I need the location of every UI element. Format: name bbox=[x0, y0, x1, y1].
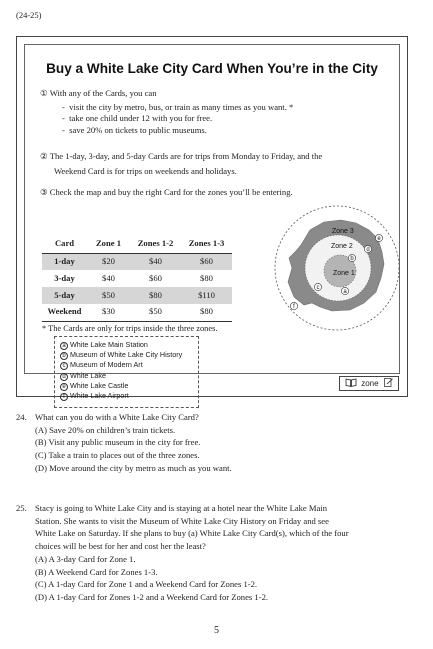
zone-map bbox=[272, 203, 402, 333]
table-row bbox=[42, 304, 232, 321]
row-card-name: Weekend bbox=[42, 304, 87, 321]
header-zones-1-2: Zones 1-2 bbox=[130, 236, 181, 253]
header-zone-1: Zone 1 bbox=[87, 236, 130, 253]
question-stem-line: White Lake on Saturday. If she plans to buy (a) White Lake City Card(s), which of the four bbox=[35, 528, 349, 539]
pencil-icon bbox=[384, 378, 393, 391]
zone-badge bbox=[339, 376, 399, 391]
legend-marker: f bbox=[60, 393, 68, 401]
zone-2-label: Zone 2 bbox=[331, 243, 353, 250]
book-icon bbox=[345, 378, 357, 391]
header-zones-1-3: Zones 1-3 bbox=[181, 236, 232, 253]
legend-label: Museum of Modern Art bbox=[70, 360, 143, 370]
benefit-text: save 20% on tickets to public museums. bbox=[69, 124, 207, 135]
marker-a-label: a bbox=[343, 289, 347, 295]
ad-title: Buy a White Lake City Card When You’re in the City bbox=[46, 61, 378, 76]
zone-1-label: Zone 1 bbox=[333, 270, 355, 277]
point-1-number: ① bbox=[40, 88, 48, 98]
option-c[interactable]: (C) Take a train to places out of the three zones. bbox=[35, 450, 200, 461]
option-b[interactable]: (B) A Weekend Card for Zones 1-3. bbox=[35, 566, 158, 577]
legend-item bbox=[60, 350, 193, 360]
legend-label: Museum of White Lake City History bbox=[70, 350, 183, 360]
price-cell: $60 bbox=[181, 253, 232, 270]
question-stem-line: Station. She wants to visit the Museum of White Lake City History on Friday and see bbox=[35, 515, 329, 526]
marker-f-label: f bbox=[293, 304, 295, 310]
zone-badge-label: zone bbox=[361, 379, 379, 388]
point-3-number: ③ bbox=[40, 187, 48, 197]
marker-c-label: c bbox=[316, 285, 320, 291]
benefit-text: take one child under 12 with you for free. bbox=[69, 113, 213, 124]
option-a[interactable]: (A) A 3-day Card for Zone 1. bbox=[35, 553, 136, 564]
marker-d-label: d bbox=[366, 247, 370, 253]
ad-point-3 bbox=[40, 187, 392, 199]
row-card-name: 3-day bbox=[54, 272, 75, 283]
ad-point-1 bbox=[40, 88, 392, 136]
legend-label: White Lake Castle bbox=[70, 380, 129, 390]
question-stem: What can you do with a White Lake City Card? bbox=[35, 412, 199, 422]
price-cell: $40 bbox=[130, 253, 181, 270]
question-24 bbox=[16, 411, 416, 475]
legend-item bbox=[60, 360, 193, 370]
benefit-item: - save 20% on tickets to public museums. bbox=[62, 124, 207, 135]
price-cell: $40 bbox=[102, 272, 115, 283]
legend-item bbox=[60, 391, 193, 401]
question-25 bbox=[16, 502, 416, 604]
price-cell: $80 bbox=[181, 304, 232, 321]
price-cell: $50 bbox=[87, 287, 130, 304]
benefit-text: visit the city by metro, bus, or train as many times as you want. * bbox=[69, 101, 294, 112]
benefit-item: - visit the city by metro, bus, or train as many times as you want. * bbox=[62, 101, 294, 112]
legend-label: White Lake bbox=[70, 370, 106, 380]
benefits-list bbox=[40, 102, 392, 137]
table-row bbox=[42, 270, 232, 287]
page-number: 5 bbox=[214, 625, 219, 636]
price-cell: $80 bbox=[130, 287, 181, 304]
option-d[interactable]: (D) Move around the city by metro as much as you want. bbox=[35, 462, 232, 473]
point-2-number: ② bbox=[40, 151, 48, 161]
question-number: 24. bbox=[16, 412, 27, 422]
legend-marker: c bbox=[60, 362, 68, 370]
legend-marker: b bbox=[60, 352, 68, 360]
ad-point-2 bbox=[40, 151, 392, 177]
legend-item bbox=[60, 340, 193, 350]
price-table-header bbox=[42, 236, 232, 253]
price-cell: $80 bbox=[200, 272, 213, 283]
cards-note: * The Cards are only for trips inside the three zones. bbox=[42, 324, 218, 333]
advertisement-panel bbox=[16, 36, 408, 401]
price-cell: $50 bbox=[130, 304, 181, 321]
marker-b-label: b bbox=[350, 256, 354, 262]
price-table bbox=[42, 236, 232, 322]
option-b[interactable]: (B) Visit any public museum in the city for free. bbox=[35, 437, 201, 448]
option-c[interactable]: (C) A 1-day Card for Zone 1 and a Weekend Card for Zones 1-2. bbox=[35, 579, 258, 590]
advertisement-inner-frame bbox=[24, 44, 400, 401]
price-cell: $20 bbox=[87, 253, 130, 270]
price-cell: $110 bbox=[181, 287, 232, 304]
question-stem-line: choices will be best for her and cost her the least? bbox=[35, 541, 206, 552]
legend-label: White Lake Airport bbox=[70, 391, 129, 401]
row-card-name: 1-day bbox=[42, 253, 87, 270]
question-stem-line: Stacy is going to White Lake City and is staying at a hotel near the White Lake Main bbox=[35, 503, 328, 513]
legend-marker: a bbox=[60, 342, 68, 350]
point-2-text-b: Weekend Card is for trips on weekends and holidays. bbox=[54, 165, 237, 176]
row-card-name: 5-day bbox=[42, 287, 87, 304]
benefit-item: - take one child under 12 with you for free. bbox=[62, 113, 213, 124]
header-card: Card bbox=[42, 236, 87, 253]
option-a[interactable]: (A) Save 20% on children’s train tickets. bbox=[35, 424, 176, 435]
point-3-text: Check the map and buy the right Card for the zones you’ll be entering. bbox=[49, 187, 293, 197]
legend-marker: e bbox=[60, 383, 68, 391]
point-2-text-a: The 1-day, 3-day, and 5-day Cards are for trips from Monday to Friday, and the bbox=[49, 151, 323, 161]
section-label: (24-25) bbox=[16, 10, 42, 20]
point-1-text: With any of the Cards, you can bbox=[49, 88, 157, 98]
marker-e-label: e bbox=[377, 236, 381, 242]
legend-item bbox=[60, 381, 193, 391]
table-row bbox=[42, 287, 232, 304]
zone-3-label: Zone 3 bbox=[332, 228, 354, 235]
question-number: 25. bbox=[16, 503, 27, 513]
map-legend bbox=[54, 336, 199, 408]
price-cell: $30 bbox=[87, 304, 130, 321]
table-row bbox=[42, 253, 232, 270]
legend-marker: d bbox=[60, 373, 68, 381]
option-d[interactable]: (D) A 1-day Card for Zones 1-2 and a Weekend Card for Zones 1-2. bbox=[35, 592, 269, 603]
legend-item bbox=[60, 371, 193, 381]
price-cell: $60 bbox=[149, 272, 162, 283]
legend-label: White Lake Main Station bbox=[70, 340, 148, 349]
